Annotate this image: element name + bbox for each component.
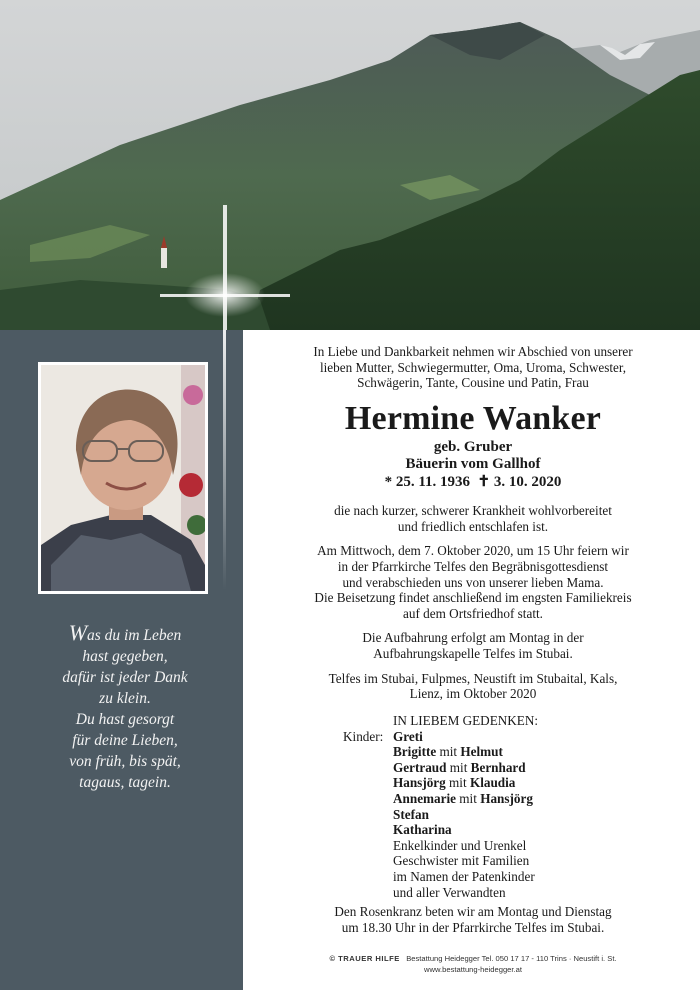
portrait-photo [38,362,208,594]
relatives-line: und aller Verwandten [393,884,506,900]
maiden-name: geb. Gruber [433,438,513,455]
life-dates: * 25. 11. 1936 ✝ 3. 10. 2020 [384,473,562,490]
quote-line-1: Was du im Leben [68,620,182,645]
portrait-image [41,365,205,591]
relatives-line: Geschwister mit Familien [393,853,530,869]
rosary-paragraph: Den Rosenkranz beten wir am Montag und Dienstag um 18.30 Uhr in der Pfarrkirche Telfes im Stubai. [334,904,612,935]
occupation-title: Bäuerin vom Gallhof [405,456,541,473]
child-entry: Hansjörg mit Klaudia [393,775,516,791]
memory-heading: IN LIEBEM GEDENKEN: [393,713,539,728]
passing-paragraph: die nach kurzer, schwerer Krankheit wohlvorbereitet und friedlich entschlafen ist. [334,503,612,534]
funeral-home-contact: Bestattung Heidegger Tel. 050 17 17 - 110 Trins · Neustift i. St. [406,954,617,963]
intro-paragraph: In Liebe und Dankbarkeit nehmen wir Abschied von unserer lieben Mutter, Schwiegermutter, Oma, Uroma, Schwester, Schwägerin, Tante, Cousine und Patin, Frau [313,344,633,391]
viewing-paragraph: Die Aufbahrung erfolgt am Montag in der Aufbahrungskapelle Telfes im Stubai. [362,630,584,662]
quote-line: hast gegeben, [82,648,168,665]
quote-line: Du hast gesorgt [75,711,175,728]
child-entry: Annemarie mit Hansjörg [393,790,533,806]
cross-line [223,330,226,590]
memorial-quote [20,622,230,793]
children-label: Kinder: [343,728,384,744]
quote-line: für deine Lieben, [72,732,178,749]
child-entry: Gertraud mit Bernhard [393,759,526,775]
quote-line: zu klein. [99,690,151,707]
obituary-text [262,344,684,702]
trauerhilfe-logo: © TRAUER HILFE [329,954,400,963]
mourners-list [343,713,683,900]
child-entry: Katharina [393,822,452,838]
children-list [393,729,535,901]
quote-line: von früh, bis spät, [69,753,181,770]
quote-line: dafür ist jeder Dank [62,669,188,686]
funeral-home-footer [262,953,684,975]
child-entry: Stefan [393,806,429,822]
header-landscape-image [0,0,700,330]
deceased-name: Hermine Wanker [344,399,602,437]
relatives-line: im Namen der Patenkinder [393,868,535,884]
funeral-home-url[interactable]: www.bestattung-heidegger.at [424,965,522,974]
child-entry: Greti [393,728,423,744]
place-date-paragraph: Telfes im Stubai, Fulpmes, Neustift im Stubaital, Kals, Lienz, im Oktober 2020 [328,670,618,702]
mountain-landscape [0,0,700,330]
ceremony-paragraph: Am Mittwoch, dem 7. Oktober 2020, um 15 Uhr feiern wir in der Pfarrkirche Telfes den Begräbnisgottesdienst und verabschieden uns von unserer lieben Mama. Die Beisetzung findet anschließend im engsten Familiekreis auf dem Ortsfriedhof statt. [314,543,632,621]
quote-line: tagaus, tagein. [79,774,171,791]
relatives-line: Enkelkinder und Urenkel [393,837,527,853]
child-entry: Brigitte mit Helmut [393,744,503,760]
